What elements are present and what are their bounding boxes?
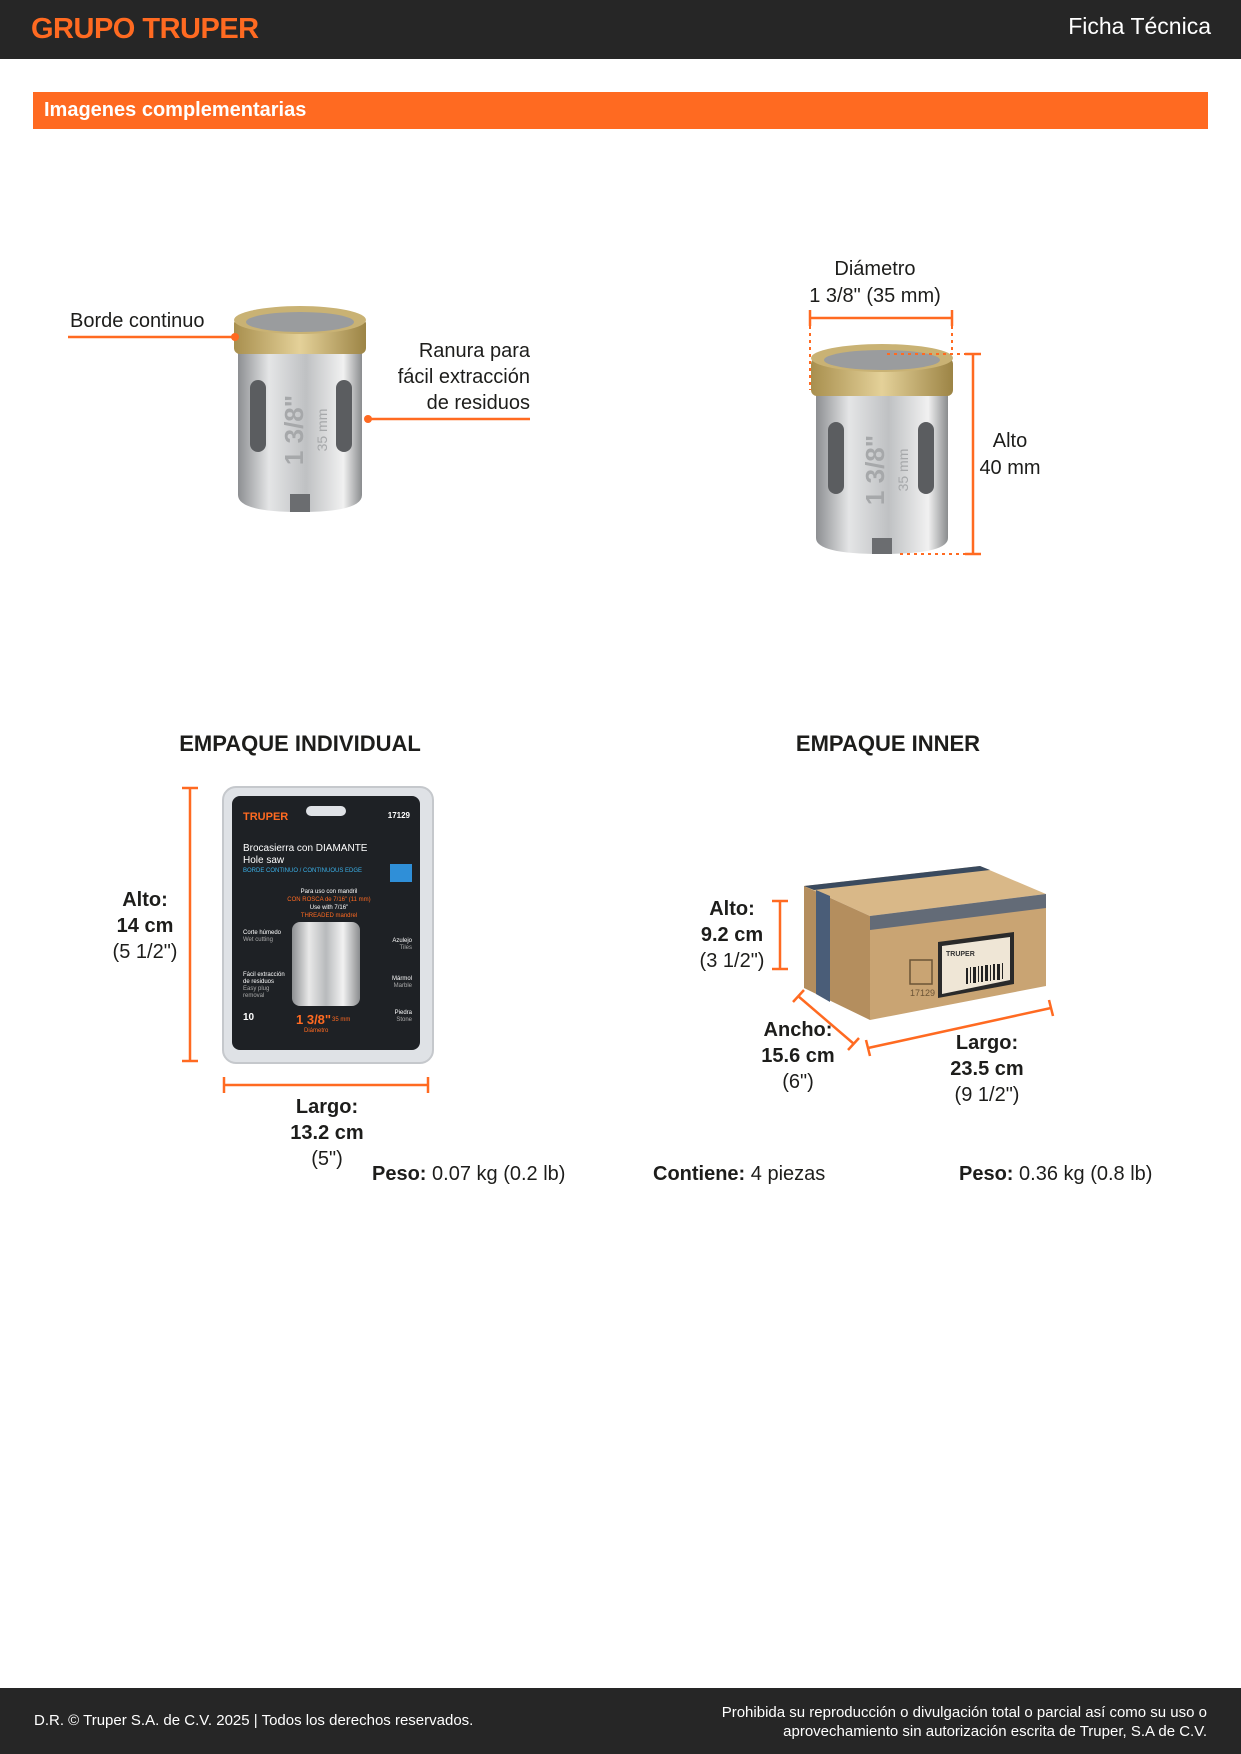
dimension-cm: 13.2 cm: [290, 1122, 364, 1144]
card-use-note: [284, 888, 374, 920]
hang-hole: [306, 806, 346, 816]
slot-callout-line: de residuos: [426, 392, 530, 414]
dimension-label: Alto:: [709, 898, 755, 920]
diamond-icon: [390, 864, 412, 882]
card-app-text: Piedra: [394, 1010, 412, 1016]
card-feature-text-en: Wet cutting: [243, 937, 273, 943]
card-code: 17129: [387, 811, 410, 820]
card-use-line: Use with 7/16": [309, 905, 349, 911]
card-feature-2: [243, 972, 287, 1000]
card-use-line: Para uso con mandril: [300, 889, 358, 895]
brand-logo: GRUPO TRUPER: [31, 13, 259, 45]
top-header-bar: [0, 0, 1241, 59]
weight-value: 0.36 kg (0.8 lb): [1019, 1163, 1153, 1185]
card-brand: TRUPER: [243, 811, 289, 823]
box-code: 17129: [910, 988, 936, 998]
saw-size-mm-marking: 35 mm: [895, 448, 911, 492]
card-app-text: Azulejo: [392, 938, 412, 944]
footer-notice-line: Prohibida su reproducción o divulgación total o parcial así como su uso o: [721, 1704, 1207, 1721]
card-app-3: [395, 1010, 412, 1024]
card-app-text-en: Tiles: [399, 945, 412, 951]
weight-label: Peso:: [959, 1163, 1014, 1185]
contents-value: 4 piezas: [750, 1163, 826, 1185]
footer-notice-line: aprovechamiento sin autorización escrita de Truper, S.A de C.V.: [783, 1723, 1207, 1740]
card-warranty: 10: [243, 1012, 255, 1023]
card-edge: BORDE CONTINUO / CONTINUOUS EDGE: [243, 868, 363, 874]
card-feature-1: [243, 930, 283, 944]
dimension-cm: 15.6 cm: [761, 1045, 835, 1067]
dimension-label: Largo:: [955, 1032, 1019, 1054]
inner-length-dimension: [937, 1030, 1037, 1108]
section-header: [33, 92, 1208, 129]
diameter-label: Diámetro: [834, 258, 916, 280]
card-size-label: Diámetro: [304, 1028, 329, 1034]
card-use-line: THREADED mandrel: [300, 913, 358, 919]
slot-callout-label: [370, 338, 530, 416]
box-brand: TRUPER: [946, 951, 975, 958]
dimension-cm: 14 cm: [116, 915, 174, 937]
slot-callout-line: Ranura para: [418, 340, 530, 362]
height-label: Alto: [992, 430, 1028, 452]
card-app-text-en: Marble: [393, 983, 412, 989]
individual-height-dimension: [105, 887, 185, 965]
section-title: Imagenes complementarias: [44, 99, 307, 121]
dimension-in: (3 1/2"): [699, 950, 765, 972]
height-value: 40 mm: [979, 457, 1041, 479]
footer-copyright: D.R. © Truper S.A. de C.V. 2025 | Todos los derechos reservados.: [34, 1712, 474, 1729]
dimension-in: (5 1/2"): [112, 941, 178, 963]
card-feature-text-en: Easy plug removal: [243, 986, 270, 999]
dimension-in: (9 1/2"): [954, 1084, 1020, 1106]
footer-legal-notice: [647, 1703, 1207, 1741]
inner-weight: [959, 1161, 1152, 1187]
card-title: Brocasierra con DIAMANTE: [243, 843, 368, 854]
dimension-label: Alto:: [122, 889, 168, 911]
inner-package-heading: EMPAQUE INNER: [795, 731, 981, 756]
card-size: 1 3/8": [296, 1012, 332, 1027]
card-app-1: [392, 938, 412, 952]
footer-bar: [0, 1688, 1241, 1754]
inner-contents: [653, 1161, 825, 1187]
dimension-in: (6"): [782, 1071, 814, 1093]
edge-callout-label: Borde continuo: [70, 310, 205, 332]
slot-callout-line: fácil extracción: [397, 366, 530, 388]
diameter-value-line: [790, 283, 960, 309]
dimension-label: Ancho:: [763, 1019, 833, 1041]
card-product-window: [292, 922, 360, 1006]
individual-package-heading: EMPAQUE INDIVIDUAL: [179, 731, 421, 756]
weight-value: 0.07 kg (0.2 lb): [432, 1163, 566, 1185]
inner-width-dimension: [748, 1017, 848, 1095]
card-size-mm: 35 mm: [332, 1017, 351, 1023]
card-app-2: [392, 976, 412, 990]
dimension-cm: 9.2 cm: [700, 924, 764, 946]
inner-height-dimension: [692, 896, 772, 974]
diameter-value: 1 3/8": [809, 285, 861, 307]
individual-weight: [372, 1161, 565, 1187]
contents-label: Contiene:: [653, 1163, 746, 1185]
saw-size-marking: 1 3/8": [279, 394, 309, 466]
dimension-in: (5"): [311, 1148, 343, 1170]
card-feature-text: Corte húmedo: [243, 930, 282, 936]
weight-label: Peso:: [372, 1163, 427, 1185]
dimension-label: Largo:: [295, 1096, 359, 1118]
card-subtitle: Hole saw: [243, 855, 285, 866]
individual-package-blister: [222, 786, 434, 1064]
card-feature-text: Fácil extracción de residuos: [243, 972, 285, 985]
card-app-text: Mármol: [391, 976, 412, 982]
saw-size-mm-marking: 35 mm: [314, 408, 330, 452]
card-use-line: CON ROSCA de 7/16" (11 mm): [287, 897, 371, 903]
diameter-mm: (35 mm): [866, 285, 941, 307]
blister-card: [232, 796, 420, 1050]
saw-size-marking: 1 3/8": [860, 434, 890, 506]
individual-length-dimension: [277, 1094, 377, 1172]
card-app-text-en: Stone: [396, 1017, 412, 1023]
dimension-cm: 23.5 cm: [950, 1058, 1024, 1080]
document-type: Ficha Técnica: [1068, 13, 1211, 39]
